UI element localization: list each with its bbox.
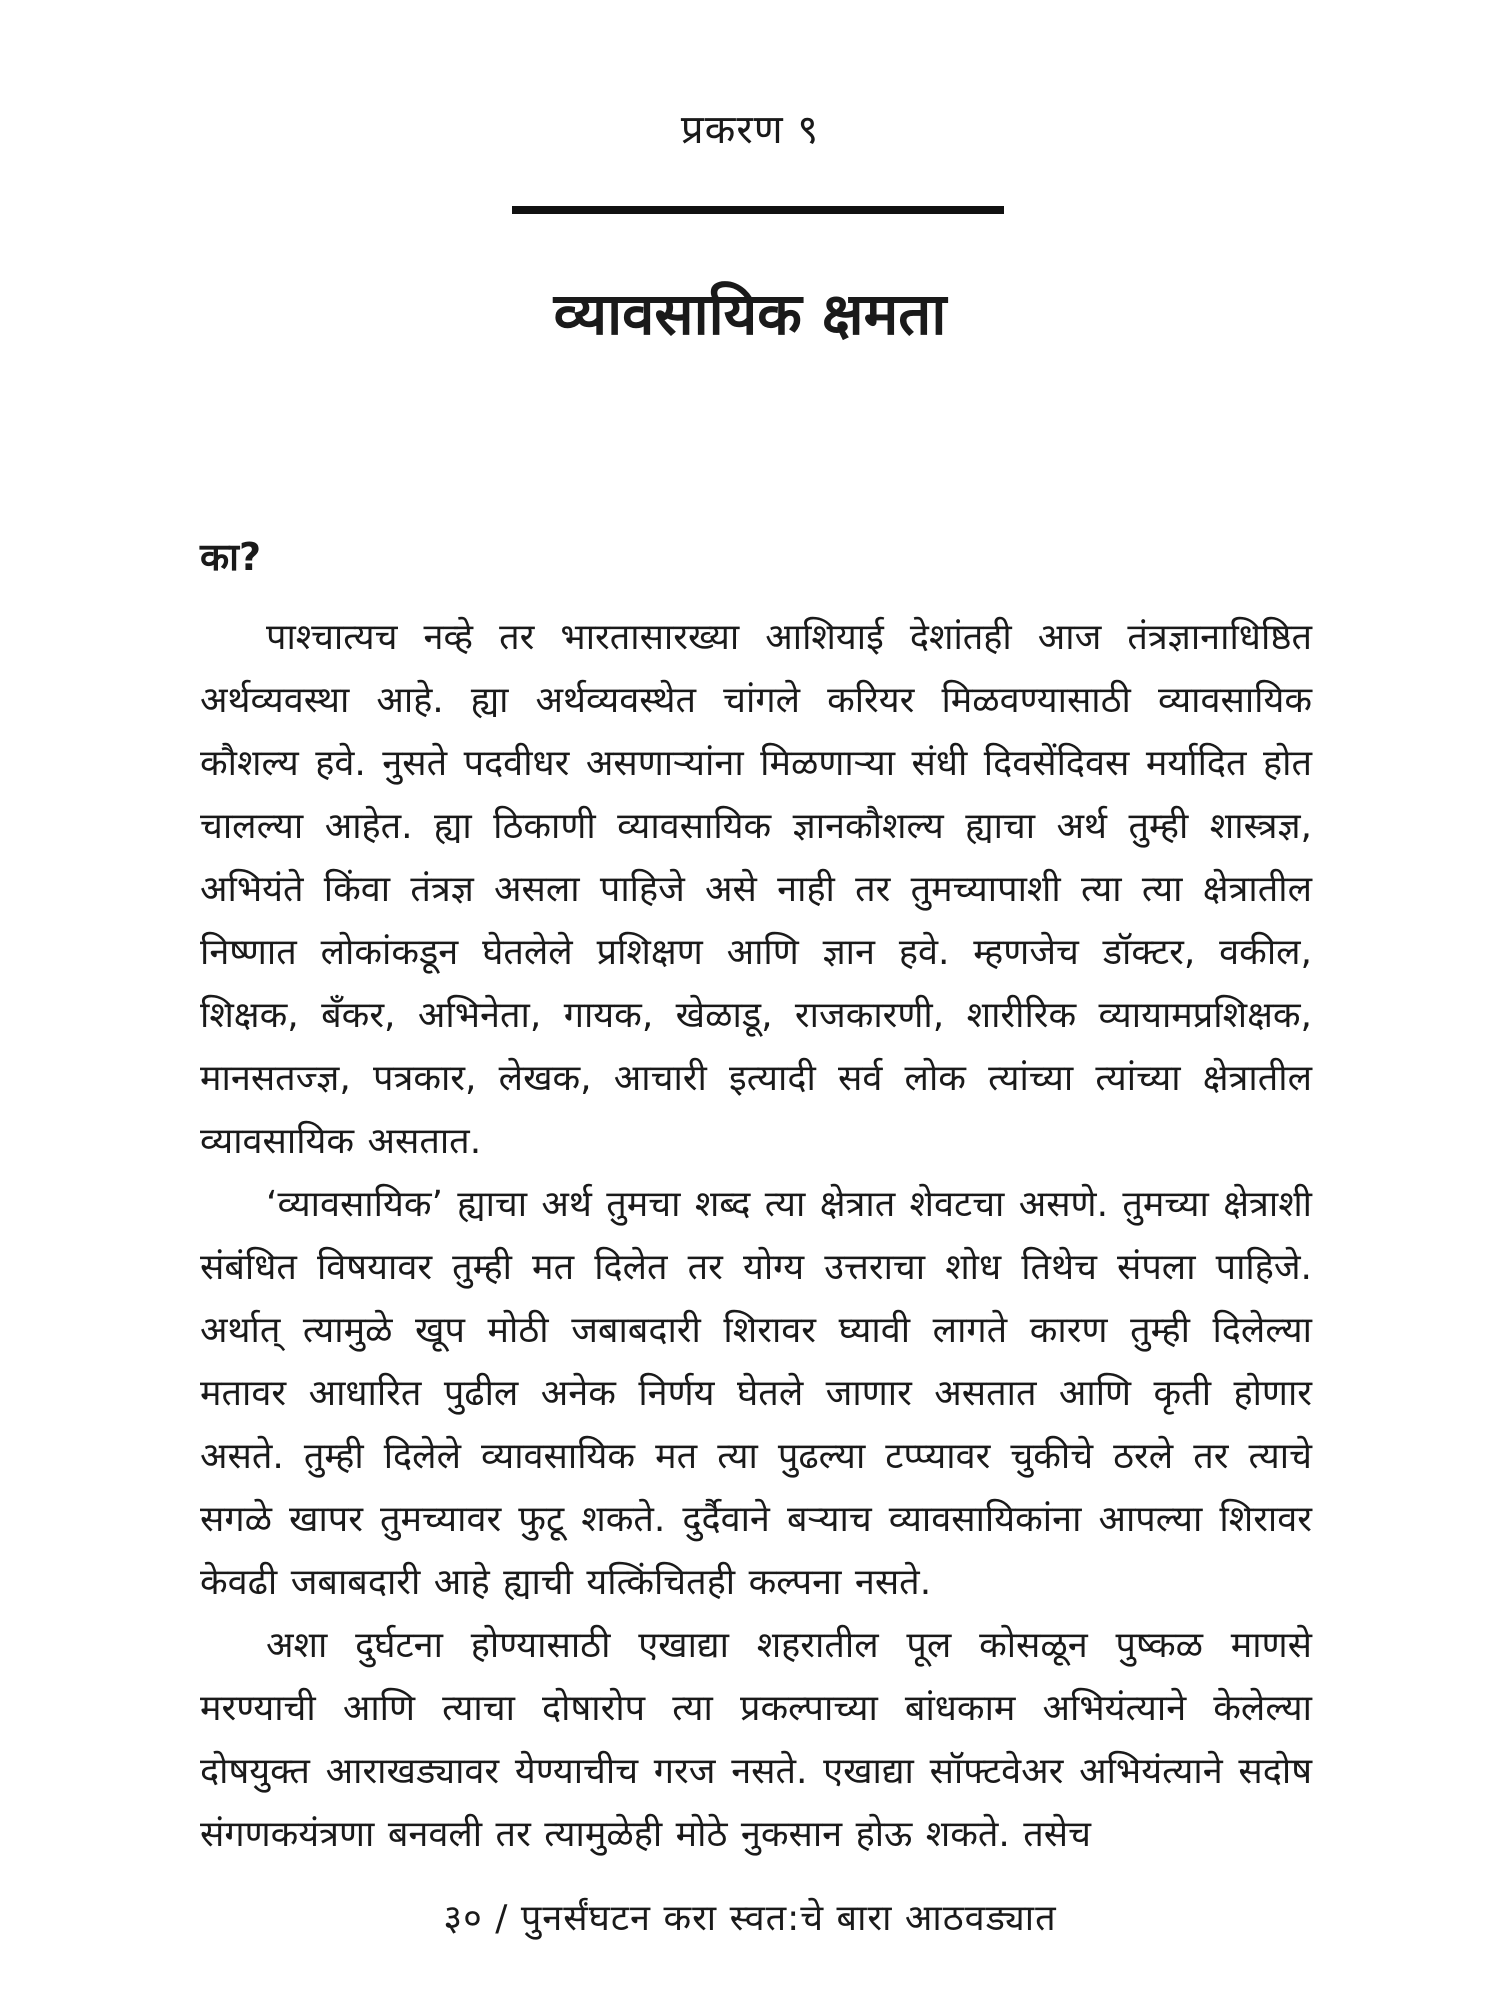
paragraph: अशा दुर्घटना होण्यासाठी एखाद्या शहरातील पूल कोसळून पुष्कळ माणसे मरण्याची आणि त्याचा दोषारोप त्या प्रकल्पाच्या बांधकाम अभियंत्याने केलेल्या दोषयुक्त आराखड्यावर येण्याचीच गरज नसते. एखाद्या सॉफ्टवेअर अभियंत्याने सदोष संगणकयंत्रणा बनवली तर त्यामुळेही मोठे नुकसान होऊ शकते. तसेच <box>200 1625 1312 1855</box>
paragraph: ‘व्यावसायिक’ ह्याचा अर्थ तुमचा शब्द त्या क्षेत्रात शेवटचा असणे. तुमच्या क्षेत्राशी संबंधित विषयावर तुम्ही मत दिलेत तर योग्य उत्तराचा शोध तिथेच संपला पाहिजे. अर्थात् त्यामुळे खूप मोठी जबाबदारी शिरावर घ्यावी लागते कारण तुम्ही दिलेल्या मतावर आधारित पुढील अनेक निर्णय घेतले जाणार असतात आणि कृती होणार असते. तुम्ही दिलेले व्यावसायिक मत त्या पुढल्या टप्प्यावर चुकीचे ठरले तर त्याचे सगळे खापर तुमच्यावर फुटू शकते. दुर्दैवाने बऱ्याच व्यावसायिकांना आपल्या शिरावर केवढी जबाबदारी आहे ह्याची यत्किंचितही कल्पना नसते. <box>200 1184 1312 1603</box>
paragraph: पाश्चात्यच नव्हे तर भारतासारख्या आशियाई देशांतही आज तंत्रज्ञानाधिष्ठित अर्थव्यवस्था आहे. ह्या अर्थव्यवस्थेत चांगले करियर मिळवण्यासाठी व्यावसायिक कौशल्य हवे. नुसते पदवीधर असणाऱ्यांना मिळणाऱ्या संधी दिवसेंदिवस मर्यादित होत चालल्या आहेत. ह्या ठिकाणी व्यावसायिक ज्ञानकौशल्य ह्याचा अर्थ तुम्ही शास्त्रज्ञ, अभियंते किंवा तंत्रज्ञ असला पाहिजे असे नाही तर तुमच्यापाशी त्या त्या क्षेत्रातील निष्णात लोकांकडून घेतलेले प्रशिक्षण आणि ज्ञान हवे. म्हणजेच डॉक्टर, वकील, शिक्षक, बँकर, अभिनेता, गायक, खेळाडू, राजकारणी, शारीरिक व्यायामप्रशिक्षक, मानसतज्ज्ञ, पत्रकार, लेखक, आचारी इत्यादी सर्व लोक त्यांच्या त्यांच्या क्षेत्रातील व्यावसायिक असतात. <box>200 617 1312 1162</box>
title-divider <box>512 206 1004 214</box>
section-heading: का? <box>200 535 262 579</box>
body-text <box>200 606 1312 1866</box>
chapter-label: प्रकरण ९ <box>680 107 820 153</box>
chapter-title: व्यावसायिक क्षमता <box>553 280 947 348</box>
page-footer: ३० / पुनर्संघटन करा स्वत:चे बारा आठवड्यात <box>443 1898 1057 1939</box>
